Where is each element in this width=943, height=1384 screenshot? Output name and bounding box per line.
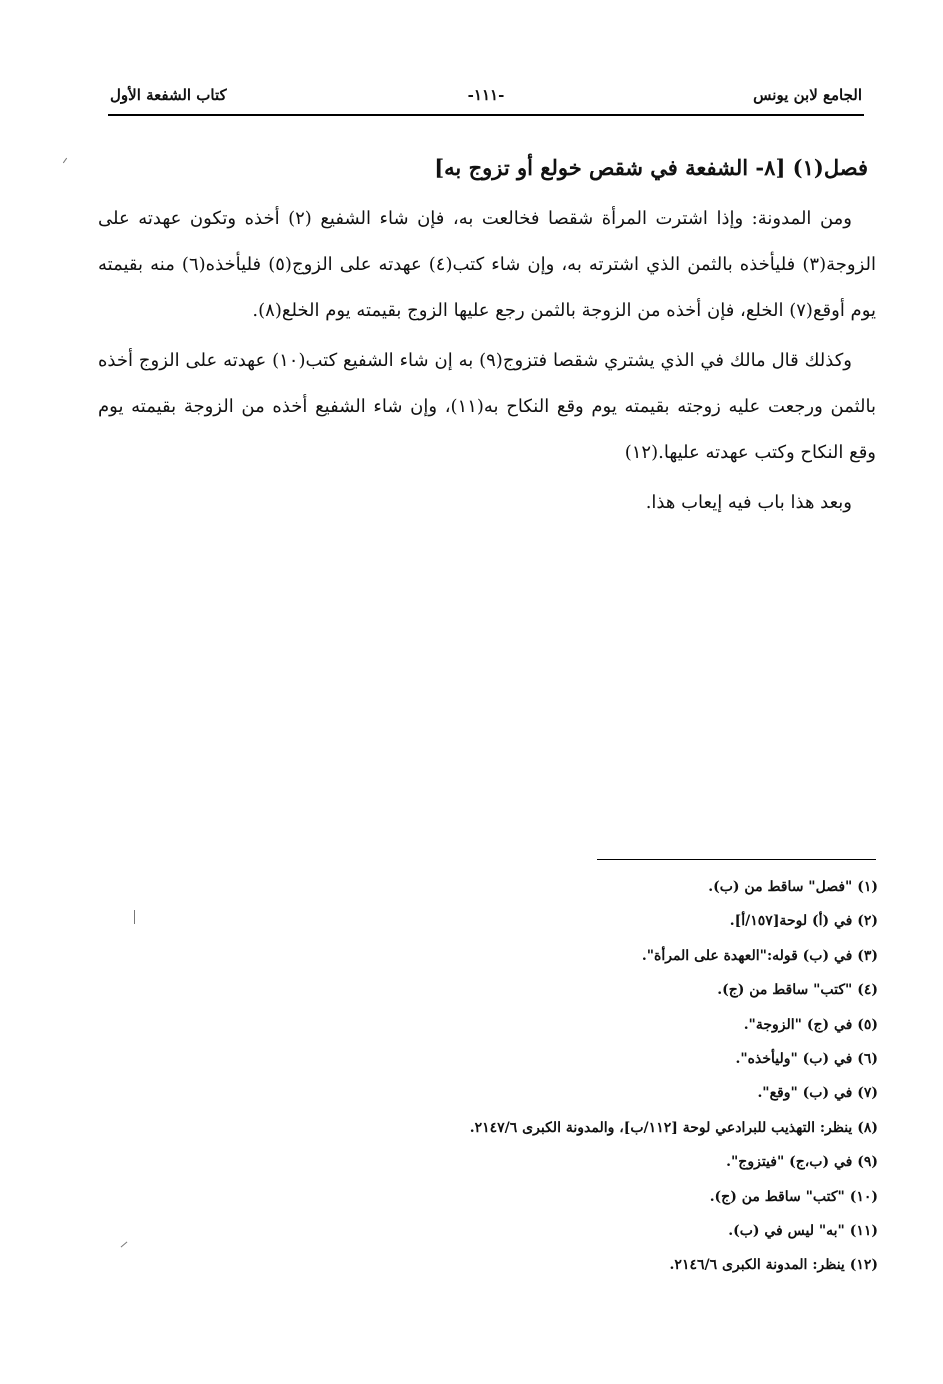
section-title: فصل(١) [٨- الشفعة في شقص خولع أو تزوج به]	[434, 155, 868, 180]
footnote: (١٢) ينظر: المدونة الكبرى ٢١٤٦/٦.	[669, 1257, 878, 1274]
footnote: (٥) في (ج) "الزوجة".	[743, 1016, 878, 1033]
paragraph: ومن المدونة: وإذا اشترت المرأة شقصا فخالعت به، فإن شاء الشفيع (٢) أخذه وتكون عهدته على الزوجة(٣) فليأخذه بالثمن الذي اشترته به، وإن شاء كتب(٤) عهدته على الزوج(٥) فليأخذه(٦) منه بقيمته يوم أوقع(٧) الخلع، فإن أخذه من الزوجة بالثمن رجع عليها الزوج بقيمته يوم الخلع(٨).	[98, 208, 876, 321]
footnote-rule	[597, 859, 876, 860]
page-number: -١١١-	[467, 86, 505, 104]
paragraph: وكذلك قال مالك في الذي يشتري شقصا فتزوج(٩) به إن شاء الشفيع كتب(١٠) عهدته على الزوج أخذه بالثمن ورجعت عليه زوجته بقيمته يوم وقع النكاح به(١١)، وإن شاء الشفيع أخذه من الزوجة بقيمته يوم وقع النكاح وكتب عهدته عليها.(١٢)	[98, 350, 877, 463]
main-text	[98, 150, 876, 526]
book-title: الجامع لابن يونس	[753, 86, 862, 104]
footnote: (٣) في (ب) قوله:"العهدة على المرأة".	[641, 947, 878, 964]
footnote: (٧) في (ب) "وقع".	[757, 1085, 878, 1102]
header-rule	[108, 114, 864, 116]
footnote: (٤) "كتب" ساقط من (ج).	[717, 982, 878, 999]
scan-mark	[134, 910, 135, 924]
footnote: (١) "فصل" ساقط من (ب).	[708, 879, 878, 895]
paragraph: وبعد هذا باب فيه إيعاب هذا.	[645, 492, 852, 513]
chapter-title: كتاب الشفعة الأول	[110, 86, 227, 104]
footnote: (١١) "به" ليس في (ب).	[728, 1222, 878, 1239]
footnote: (٨) ينظر: التهذيب للبرادعي لوحة [١١٢/ب]، والمدونة الكبرى ٢١٤٧/٦.	[469, 1119, 878, 1136]
footnote: (١٠) "كتب" ساقط من (ج).	[709, 1188, 878, 1205]
scan-mark	[121, 1242, 128, 1248]
footnotes-list	[300, 872, 878, 1285]
footnote: (٢) في (أ) لوحة[١٥٧/أ].	[729, 913, 878, 930]
footnote: (٩) في (ب،ج) "فيتزوج".	[726, 1154, 878, 1171]
running-header	[110, 86, 862, 112]
footnote: (٦) في (ب) "وليأخذه".	[735, 1050, 878, 1067]
scan-mark	[63, 158, 67, 163]
